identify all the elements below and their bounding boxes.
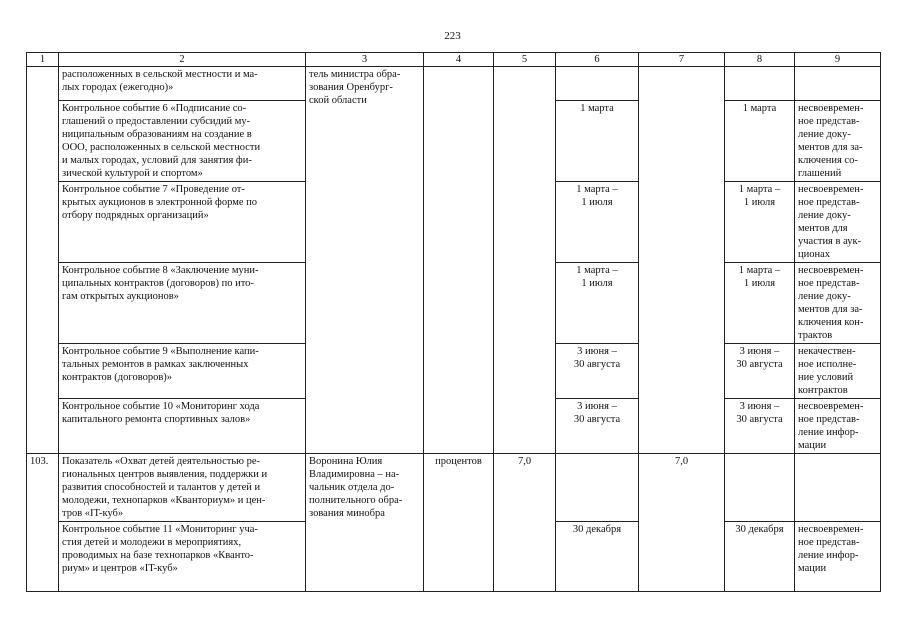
target-value-cell [639,67,725,454]
header-col-8: 8 [725,53,795,67]
actual-date: 1 марта – 1 июля [725,263,795,344]
risk-description: несвоевремен- ное представ- ление доку- ментов для за- ключения со- глашений [795,101,881,182]
table-row [27,67,881,101]
header-row [27,53,881,67]
header-col-7: 7 [639,53,725,67]
actual-date: 30 декабря [725,522,795,592]
table-row [27,454,881,522]
header-col-9: 9 [795,53,881,67]
event-description: расположенных в сельской местности и ма- лых городах (ежегодно)» [59,67,306,101]
unit-cell: процентов [424,454,494,592]
responsible-person: Воронина Юлия Владимировна – на- чальник отдела до- полнительного обра- зования минобра [306,454,424,592]
event-description: Контрольное событие 7 «Проведение от- крытых аукционов в электронной форме по отбору подрядных организаций» [59,182,306,263]
event-description: Контрольное событие 9 «Выполнение капи- тальных ремонтов в рамках заключенных контрактов (договоров)» [59,344,306,399]
event-description: Контрольное событие 11 «Мониторинг уча- стия детей и молодежи в мероприятиях, проводимых на базе технопарков «Кванто- риум» и центров «IT-куб» [59,522,306,592]
header-col-3: 3 [306,53,424,67]
row-number: 103. [27,454,59,592]
base-value-cell [494,67,556,454]
planned-date: 30 декабря [556,522,639,592]
actual-date: 1 марта [725,101,795,182]
risk-description: некачествен- ное исполне- ние условий контрактов [795,344,881,399]
actual-date [725,454,795,522]
row-number [27,67,59,454]
actual-date: 3 июня – 30 августа [725,399,795,454]
event-description: Контрольное событие 6 «Подписание со- глашений о предоставлении субсидий му- ниципальным образованиям на создание в ООО, расположенных в сельской местности и малых городах, условий для занятия фи- зической культурой и спортом» [59,101,306,182]
planned-date: 3 июня – 30 августа [556,399,639,454]
risk-description: несвоевремен- ное представ- ление доку- ментов для участия в аук- ционах [795,182,881,263]
event-description: Контрольное событие 10 «Мониторинг хода капитального ремонта спортивных залов» [59,399,306,454]
actual-date: 3 июня – 30 августа [725,344,795,399]
risk-description [795,454,881,522]
planned-date: 1 марта – 1 июля [556,182,639,263]
event-description: Контрольное событие 8 «Заключение муни- ципальных контрактов (договоров) по ито- гам открытых аукционов» [59,263,306,344]
header-col-2: 2 [59,53,306,67]
responsible-person: тель министра обра- зования Оренбург- ской области [306,67,424,454]
planned-date: 1 марта – 1 июля [556,263,639,344]
risk-description: несвоевремен- ное представ- ление инфор- мации [795,522,881,592]
page-number: 223 [444,30,461,42]
header-col-4: 4 [424,53,494,67]
risk-description: несвоевремен- ное представ- ление доку- ментов для за- ключения кон- трактов [795,263,881,344]
control-events-table [26,52,881,592]
actual-date [725,67,795,101]
target-value-cell: 7,0 [639,454,725,592]
base-value-cell: 7,0 [494,454,556,592]
planned-date [556,454,639,522]
actual-date: 1 марта – 1 июля [725,182,795,263]
header-col-1: 1 [27,53,59,67]
planned-date: 1 марта [556,101,639,182]
risk-description [795,67,881,101]
unit-cell [424,67,494,454]
indicator-description: Показатель «Охват детей деятельностью ре- гиональных центров выявления, поддержки и развития способностей и талантов у детей и молодежи, технопарков «Кванториум» и цен- тров «IT-куб» [59,454,306,522]
header-col-6: 6 [556,53,639,67]
planned-date [556,67,639,101]
header-col-5: 5 [494,53,556,67]
risk-description: несвоевремен- ное представ- ление инфор- мации [795,399,881,454]
planned-date: 3 июня – 30 августа [556,344,639,399]
